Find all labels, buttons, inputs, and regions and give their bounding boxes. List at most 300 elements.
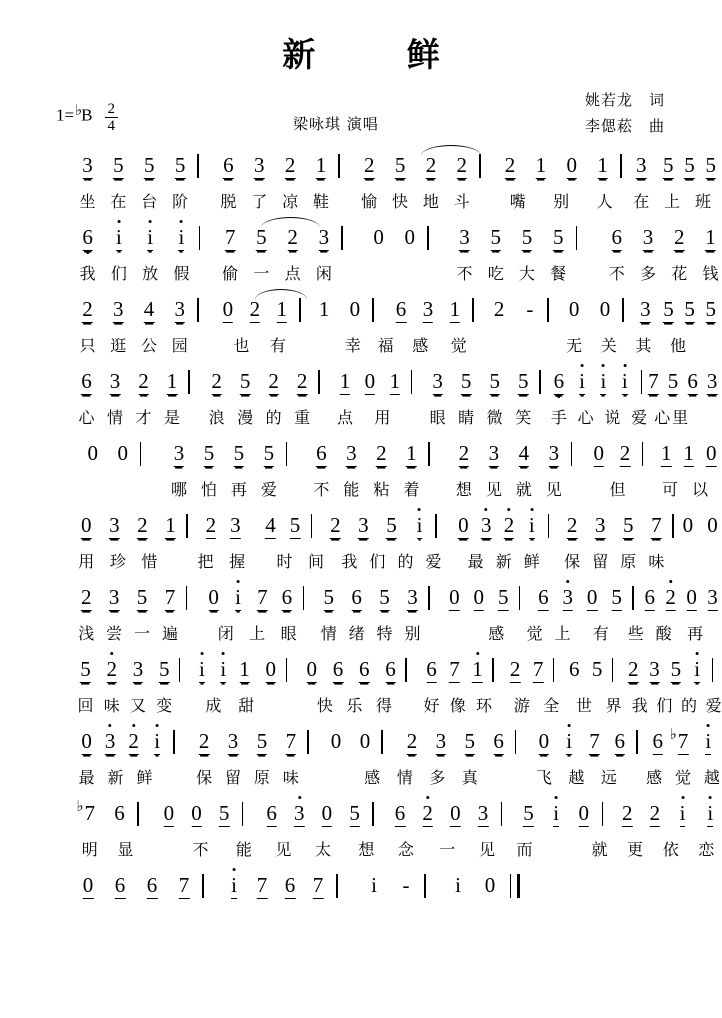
octave-dot-high: [507, 508, 510, 511]
lyric-syllable: 笑: [515, 408, 532, 427]
music-line: [28, 727, 720, 799]
lyric-syllable: 乐: [346, 696, 363, 715]
barline: [479, 154, 481, 178]
lyric-syllable: 台: [141, 192, 158, 211]
lyric-syllable: 上: [249, 624, 266, 643]
flat-accidental: ♭: [76, 799, 84, 815]
lyric-syllable: 漫: [237, 408, 254, 427]
octave-dot-high: [623, 364, 626, 367]
lyric-syllable: 能: [343, 480, 360, 499]
note-token: 0: [599, 297, 611, 321]
note-token: 3: [649, 657, 660, 681]
note-token: i: [622, 369, 628, 395]
music-line: [28, 799, 715, 871]
note-token: 0: [163, 801, 175, 825]
lyric-syllable: 浅: [78, 624, 95, 643]
note-token: 5: [517, 369, 529, 393]
octave-dot-high: [110, 652, 113, 655]
note-token: 6: [493, 729, 504, 753]
note-token: 2: [106, 657, 117, 683]
lyric-syllable: 但: [609, 480, 626, 499]
lyric-syllable: 们: [110, 264, 127, 283]
lyric-syllable: 恋: [698, 840, 715, 859]
lyrics-row: [28, 765, 720, 799]
lyric-syllable: 的: [397, 552, 414, 571]
note-token: 3: [707, 585, 718, 609]
lyric-syllable: 越: [568, 768, 585, 787]
lyric-syllable: 再: [230, 480, 247, 499]
music-line: [28, 585, 718, 655]
note-token: 0: [117, 441, 128, 465]
note-token: 2: [363, 153, 375, 177]
lyric-syllable: 阶: [172, 192, 189, 211]
music-line: [28, 873, 694, 943]
lyric-syllable: 钱: [702, 264, 719, 283]
lyric-syllable: 有: [269, 336, 286, 355]
note-token: 5: [174, 153, 186, 177]
octave-dot-low: [86, 251, 89, 254]
lyric-syllable: 明: [81, 840, 98, 859]
note-token: 7 ♭: [678, 729, 689, 755]
lyrics-row: [28, 909, 694, 943]
lyric-syllable: 只: [79, 336, 96, 355]
lyric-syllable: 地: [422, 192, 439, 211]
note-token: 6: [351, 585, 362, 609]
note-token: 5: [684, 153, 695, 177]
lyric-syllable: 好: [423, 696, 440, 715]
lyric-syllable: 他: [670, 336, 687, 355]
lyric-syllable: 最: [467, 552, 484, 571]
note-token: -: [402, 873, 410, 897]
lyric-syllable: 可: [662, 480, 679, 499]
lyric-syllable: 全: [543, 696, 560, 715]
note-token: 2: [422, 801, 433, 827]
octave-dot-high: [298, 796, 301, 799]
note-token: 2: [425, 153, 437, 177]
lyric-syllable: 凉: [282, 192, 299, 211]
note-token: 1: [472, 657, 483, 683]
barline: [642, 442, 644, 466]
note-token: 0: [586, 585, 598, 609]
note-token: 1: [318, 297, 330, 321]
lyric-syllable: 不: [313, 480, 330, 499]
lyric-syllable: 回: [77, 696, 94, 715]
lyric-syllable: 特: [376, 624, 393, 643]
lyric-syllable: 一: [134, 624, 151, 643]
note-token: 1: [683, 441, 695, 465]
note-token: 3: [346, 441, 357, 465]
lyric-syllable: 一: [253, 264, 270, 283]
lyric-syllable: 见: [545, 480, 562, 499]
note-token: i: [529, 513, 535, 539]
note-token: 0: [578, 801, 590, 825]
lyric-syllable: 见: [275, 840, 292, 859]
lyric-syllable: 一: [439, 840, 456, 859]
lyric-syllable: 上: [664, 192, 681, 211]
lyric-syllable: 多: [639, 264, 657, 283]
barline: [641, 370, 643, 394]
lyric-syllable: 遍: [161, 624, 178, 643]
note-token: 6: [359, 657, 370, 681]
lyrics-row: [28, 837, 715, 871]
note-token: 2: [330, 513, 341, 537]
note-token: 5: [233, 441, 245, 465]
note-token: 2: [80, 585, 92, 609]
lyric-syllable: 原: [253, 768, 270, 787]
notation-row: [28, 585, 718, 621]
note-token: 3: [562, 585, 573, 611]
note-token: 3: [358, 513, 369, 537]
lyric-syllable: 情: [320, 624, 337, 643]
music-line: [28, 513, 718, 583]
barline: [712, 658, 714, 682]
note-token: i: [707, 801, 713, 827]
note-token: 7: [449, 657, 460, 681]
barline: [242, 802, 244, 826]
note-token: 7: [648, 369, 659, 393]
lyric-syllable: 其: [635, 336, 652, 355]
lyric-syllable: 真: [461, 768, 478, 787]
octave-dot-high: [132, 724, 135, 727]
note-token: 1: [535, 153, 547, 177]
note-token: 0: [87, 441, 98, 465]
note-token: 0: [349, 297, 361, 321]
note-token: 0: [373, 225, 384, 249]
lyric-syllable: 得: [375, 696, 392, 715]
note-token: 4: [143, 297, 155, 321]
note-token: 7: [589, 729, 600, 753]
note-token: 3: [432, 369, 443, 393]
lyric-syllable: 用: [78, 552, 95, 571]
lyric-syllable: 甜: [238, 696, 255, 715]
note-token: 5: [705, 297, 716, 321]
note-token: 7: [256, 873, 268, 897]
note-token: 2: [211, 369, 222, 393]
octave-dot-high: [222, 652, 225, 655]
barline: [428, 442, 430, 466]
octave-dot-high: [418, 508, 421, 511]
lyric-syllable: 偷: [222, 264, 239, 283]
octave-dot-high: [476, 652, 479, 655]
lyric-syllable: 吃: [487, 264, 504, 283]
lyric-syllable: 重: [294, 408, 311, 427]
note-token: 6: [394, 801, 406, 825]
note-token: 0: [208, 585, 219, 609]
note-token: 2: [509, 657, 521, 681]
lyric-syllable: 觉: [526, 624, 543, 643]
note-token: 4: [518, 441, 530, 465]
barline: [672, 514, 674, 538]
note-token: 5: [136, 585, 148, 609]
note-token: 6: [266, 801, 277, 825]
note-token: i: [147, 225, 153, 251]
note-token: 7: [651, 513, 662, 537]
note-token: 0: [364, 369, 376, 393]
lyric-syllable: 睛: [458, 408, 475, 427]
barline: [179, 658, 181, 682]
note-token: i: [455, 873, 461, 897]
lyric-syllable: 再: [687, 624, 704, 643]
lyric-syllable: 不: [192, 840, 209, 859]
octave-dot-low: [557, 395, 560, 398]
lyric-syllable: 味: [103, 696, 120, 715]
lyric-syllable: 情: [106, 408, 124, 427]
lyric-syllable: 了: [251, 192, 268, 211]
barline: [492, 658, 494, 682]
note-token: i: [680, 801, 686, 827]
note-token: 0: [265, 657, 277, 681]
octave-dot-high: [200, 652, 203, 655]
lyric-syllable: 福: [377, 336, 394, 355]
lyric-syllable: 而: [516, 840, 533, 859]
lyric-syllable: 把: [197, 552, 214, 571]
music-line: [28, 441, 717, 511]
lyric-syllable: 点: [336, 408, 353, 427]
note-token: 5: [158, 657, 170, 681]
barline: [381, 730, 383, 754]
note-token: 6: [611, 225, 622, 249]
lyric-syllable: 像: [449, 696, 466, 715]
lyric-syllable: 感: [488, 624, 505, 643]
octave-dot-high: [566, 580, 569, 583]
lyric-syllable: 见: [478, 840, 495, 859]
barline: [428, 586, 430, 610]
lyric-syllable: 新: [495, 552, 512, 571]
note-token: 0: [82, 873, 94, 897]
note-token: 5: [611, 585, 622, 609]
lyric-syllable: 感: [646, 768, 663, 787]
credits-block: [585, 87, 664, 139]
note-token: 5: [497, 585, 509, 609]
note-token: 7: [257, 585, 268, 609]
note-token: 0: [568, 297, 580, 321]
barline: [571, 442, 573, 466]
note-token: 2: [566, 513, 578, 537]
note-token: 3: [173, 441, 185, 465]
lyric-syllable: 显: [117, 840, 134, 859]
note-token: 5: [667, 369, 679, 393]
barline: [199, 226, 201, 250]
note-token: 5: [323, 585, 334, 609]
barline: [140, 442, 142, 466]
note-token: 6: [614, 729, 625, 753]
note-token: 0: [321, 801, 333, 825]
barline: [338, 154, 340, 178]
note-token: 0: [566, 153, 578, 177]
note-token: 6: [426, 657, 437, 681]
note-token: 3: [548, 441, 560, 465]
lyric-syllable: 愉: [361, 192, 378, 211]
note-token: i: [417, 513, 423, 539]
music-line: [28, 369, 718, 439]
barline: [472, 298, 474, 322]
barline: [576, 226, 578, 250]
note-token: 0: [686, 585, 697, 609]
lyrics-row: [28, 477, 709, 511]
lyric-syllable: 留: [592, 552, 609, 571]
lyric-syllable: 以: [691, 480, 709, 499]
note-token: i: [553, 801, 559, 827]
note-token: 6: [385, 657, 396, 681]
lyricist-credit: 姚若龙 词: [584, 91, 664, 109]
barline: [311, 514, 313, 538]
lyric-syllable: 餐: [550, 264, 567, 283]
note-token: 2: [138, 369, 149, 393]
note-token: -: [526, 297, 534, 321]
note-token: 3: [706, 369, 718, 393]
lyric-syllable: 的: [680, 696, 698, 715]
note-token: 0: [707, 513, 718, 537]
notation-row: [28, 799, 714, 837]
note-token: 3: [635, 153, 647, 177]
lyric-syllable: 爱: [425, 552, 442, 571]
note-token: 5: [394, 153, 406, 177]
lyric-syllable: 珍: [109, 552, 126, 571]
lyric-syllable: 不: [456, 264, 473, 283]
note-token: 2: [82, 297, 93, 321]
barline: [186, 514, 188, 538]
lyric-syllable: 心: [78, 408, 95, 427]
note-token: 6: [146, 873, 158, 897]
note-token: 6: [332, 657, 344, 681]
composer-credit: 李偲菘 曲: [584, 117, 664, 135]
octave-dot-high: [530, 508, 533, 511]
lyric-syllable: 们: [656, 696, 673, 715]
music-line: [28, 657, 722, 727]
barline: [622, 298, 624, 322]
barline: [519, 586, 521, 610]
notation-row: [28, 369, 718, 405]
note-token: 2: [649, 801, 661, 825]
note-token: 3: [477, 801, 489, 825]
note-token: 3: [422, 297, 434, 321]
notation-row: [28, 153, 716, 189]
barline: [299, 298, 301, 322]
lyric-syllable: 眼: [429, 408, 446, 427]
lyric-syllable: 大: [518, 264, 535, 283]
note-token: 5: [460, 369, 472, 393]
lyric-syllable: 新: [107, 768, 124, 787]
lyric-syllable: 感: [364, 768, 381, 787]
key-signature: [56, 101, 118, 133]
barline: [548, 514, 550, 538]
lyric-syllable: 觉: [674, 768, 692, 787]
note-token: 2: [249, 297, 261, 321]
lyric-syllable: 游: [513, 696, 530, 715]
note-token: 5: [113, 153, 124, 177]
note-token: 6: [82, 225, 93, 251]
lyrics-row: [28, 405, 694, 439]
music-line: [28, 225, 719, 295]
note-token: 1: [449, 297, 461, 321]
lyric-syllable: 时: [276, 552, 293, 571]
lyric-syllable: 能: [235, 840, 252, 859]
note-token: i: [154, 729, 160, 755]
note-token: 7 ♭: [85, 801, 96, 826]
barline: [202, 874, 204, 898]
note-token: 6: [114, 873, 126, 897]
note-token: 3: [230, 513, 241, 537]
note-token: 5: [239, 369, 251, 393]
note-token: 5: [143, 153, 155, 177]
octave-dot-high: [426, 796, 429, 799]
note-token: 2: [627, 657, 639, 681]
lyric-syllable: 又: [129, 696, 146, 715]
barline: [286, 442, 288, 466]
octave-dot-high: [696, 652, 699, 655]
lyric-syllable: 斗: [453, 192, 470, 211]
lyric-syllable: 情: [396, 768, 413, 787]
notation-row: [28, 225, 716, 261]
lyrics-row: [28, 693, 722, 727]
note-token: 2: [504, 513, 515, 539]
note-token: 0: [706, 441, 717, 465]
lyric-syllable: 鞋: [312, 192, 329, 211]
barline: [173, 730, 175, 754]
note-token: 3: [594, 513, 606, 537]
barline: [303, 586, 305, 610]
lyric-syllable: 坐: [79, 192, 96, 211]
lyric-syllable: 远: [600, 768, 617, 787]
lyric-syllable: 保: [564, 552, 581, 571]
lyric-syllable: 绪: [348, 624, 365, 643]
lyric-syllable: 更: [627, 840, 644, 859]
lyric-syllable: 想: [358, 840, 375, 859]
lyric-syllable: 环: [475, 696, 493, 715]
lyric-syllable: 在: [110, 192, 127, 211]
note-token: 1: [315, 153, 327, 177]
note-token: 5: [663, 297, 674, 321]
lyric-syllable: 才: [135, 408, 152, 427]
note-token: 3: [253, 153, 265, 177]
note-token: 3: [642, 225, 654, 249]
lyric-syllable: 上: [554, 624, 571, 643]
note-token: 1: [661, 441, 672, 465]
note-token: 3: [112, 297, 124, 321]
note-token: 3: [227, 729, 239, 753]
octave-dot-high: [109, 724, 112, 727]
music-system: [28, 153, 722, 943]
sheet-music-page: [0, 35, 722, 1018]
performer-credit: 梁咏琪 演唱: [293, 115, 379, 133]
note-token: 6: [538, 585, 549, 609]
octave-dot-high: [180, 220, 183, 223]
lyric-syllable: 微: [486, 408, 503, 427]
note-token: 5: [464, 729, 476, 753]
lyric-syllable: 我: [631, 696, 648, 715]
note-token: 0: [191, 801, 202, 825]
lyric-syllable: 多: [429, 768, 446, 787]
lyric-syllable: 留: [225, 768, 242, 787]
lyric-syllable: 爱: [631, 408, 648, 427]
note-token: i: [601, 369, 607, 395]
note-token: 5: [591, 657, 603, 681]
note-token: 0: [306, 657, 318, 681]
lyric-syllable: 些: [627, 624, 644, 643]
lyric-syllable: 心: [654, 408, 671, 427]
lyric-syllable: 快: [316, 696, 333, 715]
barline: [539, 370, 541, 394]
lyric-syllable: 闲: [315, 264, 332, 283]
octave-dot-high: [156, 724, 159, 727]
note-token: 3: [105, 729, 116, 755]
note-token: 5: [523, 801, 534, 825]
lyric-syllable: 惜: [141, 552, 158, 571]
lyric-syllable: 成: [205, 696, 222, 715]
lyric-syllable: 里: [672, 408, 689, 427]
note-token: 5: [263, 441, 275, 465]
note-token: 5: [670, 657, 682, 681]
